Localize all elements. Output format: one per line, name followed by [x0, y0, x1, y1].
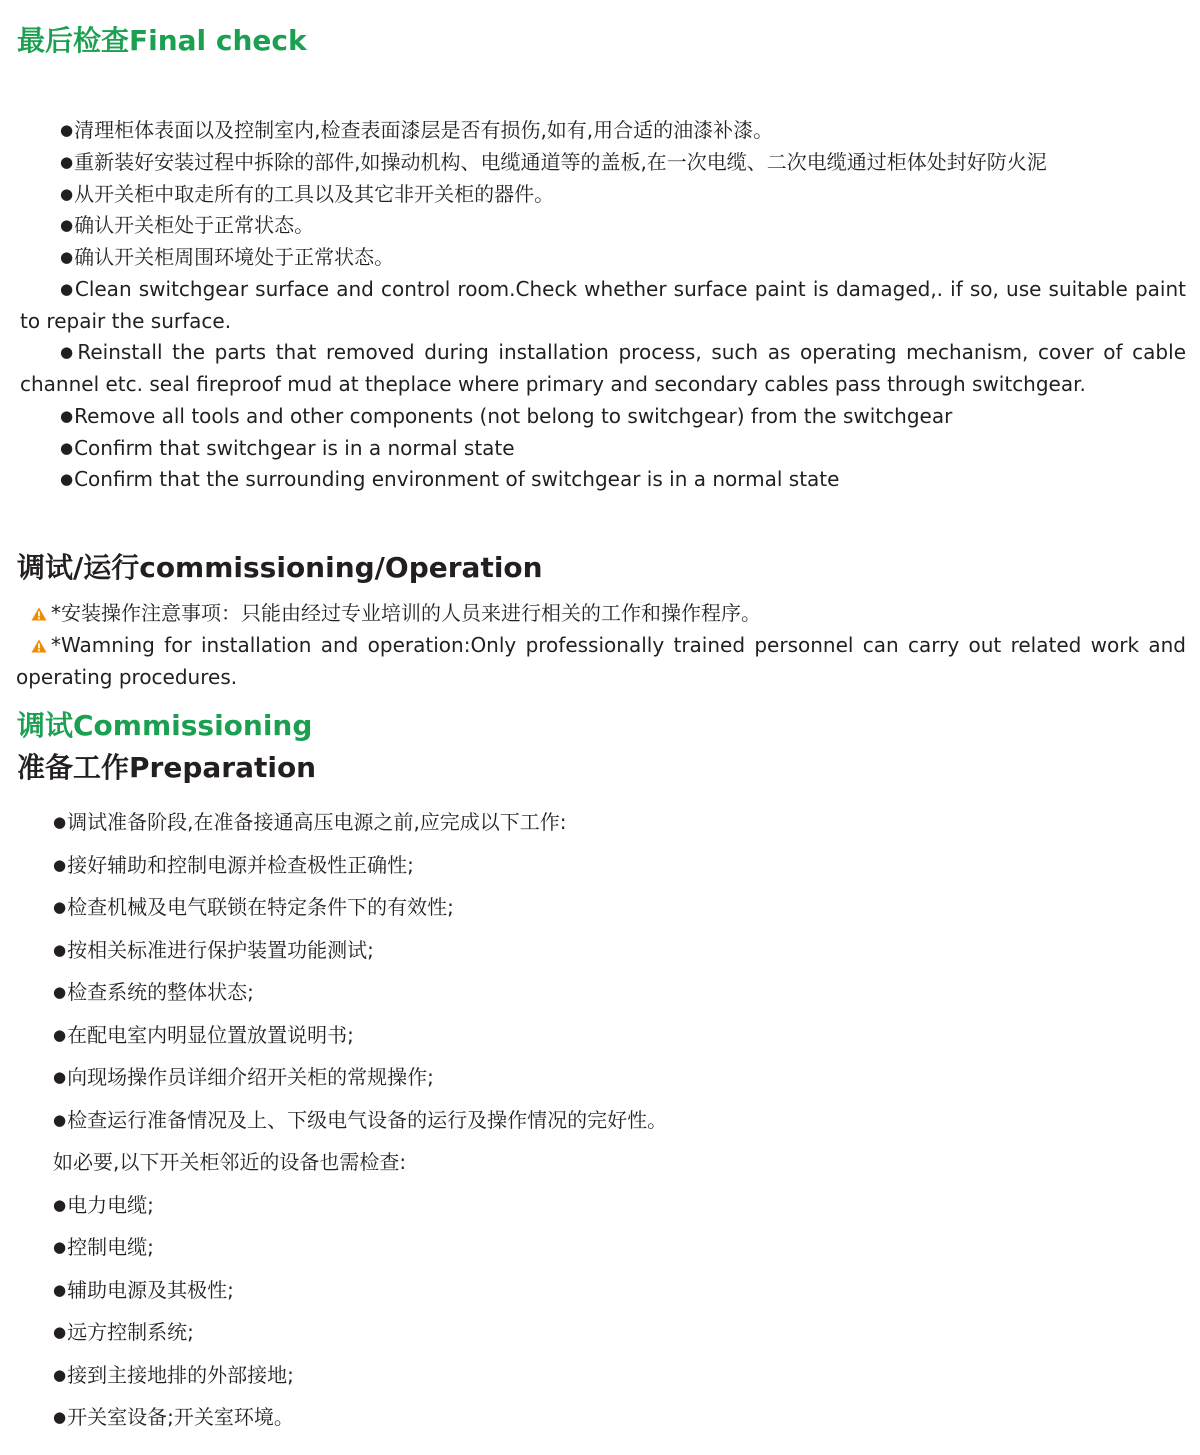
- bullet-icon: ●: [60, 216, 74, 235]
- bullet-icon: ●: [60, 470, 74, 489]
- final-check-list: [20, 115, 1186, 496]
- list-item: ●调试准备阶段,在准备接通高压电源之前,应完成以下工作:: [53, 810, 567, 834]
- bullet-icon: ●: [53, 1025, 67, 1044]
- warning-cn: *安装操作注意事项：只能由经过专业培训的人员来进行相关的工作和操作程序。: [16, 597, 1186, 629]
- warning-icon: [31, 607, 47, 621]
- bullet-icon: ●: [53, 855, 67, 874]
- warning-icon: [31, 639, 47, 653]
- bullet-icon: ●: [53, 1323, 67, 1341]
- preparation-list: [20, 801, 1120, 1439]
- list-item: ●重新装好安装过程中拆除的部件,如操动机构、电缆通道等的盖板,在一次电缆、二次电缆通过柜体处封好防火泥: [60, 149, 1047, 174]
- note-text: 如必要,以下开关柜邻近的设备也需检查:: [53, 1150, 407, 1174]
- list-item: ●Remove all tools and other components (not belong to switchgear) from the switchgear: [60, 403, 953, 428]
- list-item: ●开关室设备;开关室环境。: [53, 1405, 294, 1429]
- preparation-heading: 准备工作Preparation: [17, 751, 317, 784]
- bullet-icon: ●: [53, 940, 67, 959]
- list-item: ●控制电缆;: [53, 1235, 154, 1259]
- list-item: ●检查系统的整体状态;: [53, 980, 254, 1004]
- list-item: ●接好辅助和控制电源并检查极性正确性;: [53, 852, 414, 877]
- bullet-icon: ●: [53, 1068, 67, 1086]
- list-item: ●电力电缆;: [53, 1192, 154, 1217]
- commissioning-heading: 调试Commissioning: [17, 709, 313, 742]
- list-item: ●Clean switchgear surface and control room.Check whether surface paint is damaged,. if so, use suitable paint to repair the surface.: [20, 276, 1186, 333]
- list-item: ●检查机械及电气联锁在特定条件下的有效性;: [53, 895, 454, 919]
- bullet-icon: ●: [53, 1280, 67, 1299]
- list-item: ●清理柜体表面以及控制室内,检查表面漆层是否有损伤,如有,用合适的油漆补漆。: [60, 118, 774, 142]
- bullet-icon: ●: [53, 1195, 67, 1214]
- bullet-icon: ●: [53, 1408, 67, 1426]
- bullet-icon: ●: [53, 898, 67, 916]
- bullet-icon: ●: [60, 438, 74, 457]
- operation-heading: 调试/运行commissioning/Operation: [17, 551, 543, 584]
- list-item: ●Reinstall the parts that removed during installation process, such as operating mechanism, cover of cable channel etc. seal fireproof mud at theplace where primary and secondary cables pass through switchgear.: [20, 340, 1186, 396]
- list-item: ●远方控制系统;: [53, 1320, 194, 1344]
- list-item: ●确认开关柜周围环境处于正常状态。: [60, 245, 395, 269]
- bullet-icon: ●: [60, 152, 74, 171]
- list-item: ●在配电室内明显位置放置说明书;: [53, 1022, 354, 1047]
- bullet-icon: ●: [60, 248, 74, 266]
- bullet-icon: ●: [60, 279, 74, 298]
- list-item: ●Confirm that switchgear is in a normal state: [60, 435, 515, 460]
- bullet-icon: ●: [53, 983, 67, 1001]
- bullet-icon: ●: [60, 121, 74, 139]
- bullet-icon: ●: [60, 184, 74, 203]
- list-item: ●从开关柜中取走所有的工具以及其它非开关柜的器件。: [60, 181, 555, 206]
- list-item: ●向现场操作员详细介绍开关柜的常规操作;: [53, 1065, 434, 1089]
- warning-en: *Wamning for installation and operation:Only professionally trained personnel can carry out related work and operating procedures.: [16, 633, 1186, 689]
- bullet-icon: ●: [60, 406, 74, 425]
- bullet-icon: ●: [53, 1238, 67, 1256]
- list-item: ●接到主接地排的外部接地;: [53, 1362, 294, 1387]
- list-item: ●按相关标准进行保护装置功能测试;: [53, 937, 374, 962]
- bullet-icon: ●: [53, 1110, 67, 1129]
- list-item: ●Confirm that the surrounding environment of switchgear is in a normal state: [60, 467, 840, 492]
- bullet-icon: ●: [53, 813, 67, 831]
- bullet-icon: ●: [60, 343, 77, 362]
- list-item: ●辅助电源及其极性;: [53, 1277, 234, 1302]
- bullet-icon: ●: [53, 1365, 67, 1384]
- final-check-heading: 最后检查Final check: [17, 24, 307, 57]
- list-item: ●检查运行准备情况及上、下级电气设备的运行及操作情况的完好性。: [53, 1107, 668, 1132]
- list-item: ●确认开关柜处于正常状态。: [60, 213, 315, 238]
